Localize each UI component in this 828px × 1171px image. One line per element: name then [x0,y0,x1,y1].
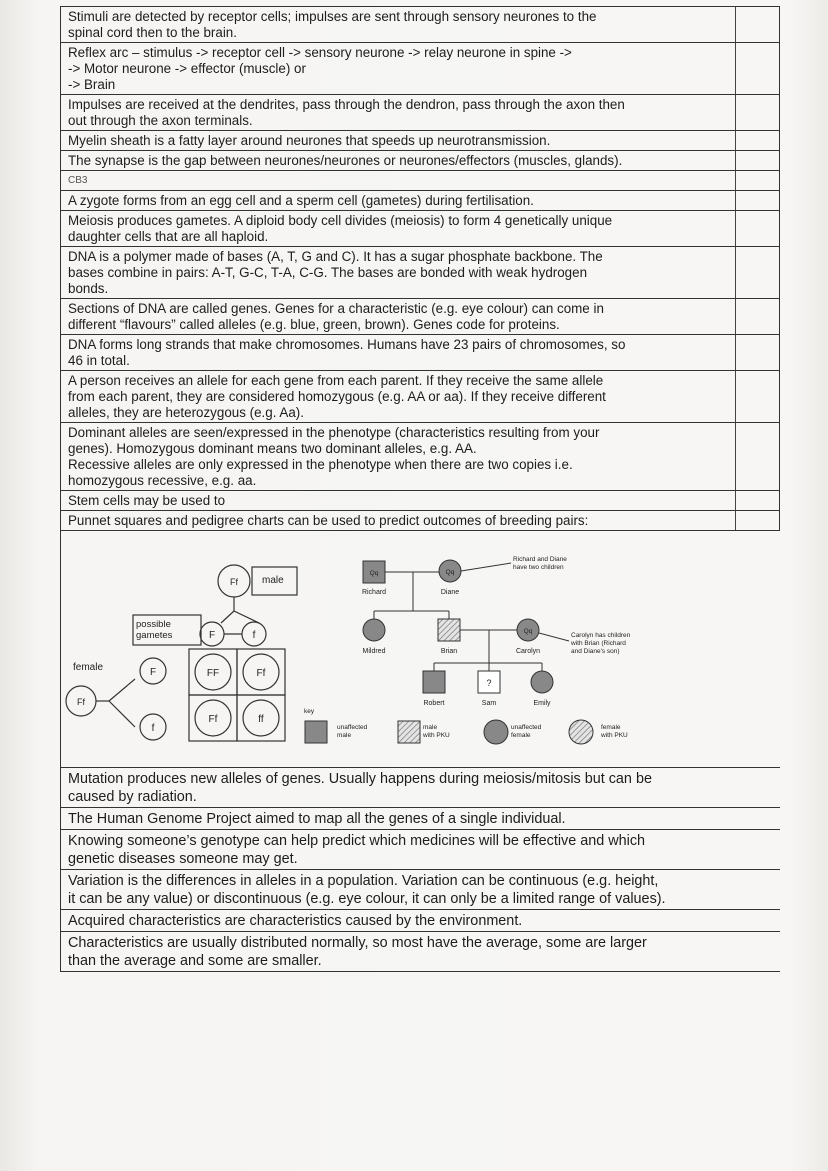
genotype-label: Qq [445,569,455,576]
table-row [60,335,780,371]
check-column [735,95,779,130]
table-row [60,491,780,511]
female-label: female [73,662,104,673]
row-text: The Human Genome Project aimed to map all the genes of a single individual. [68,811,566,827]
section-header-row [60,171,780,191]
male-gamete-label: F [208,630,216,641]
table-row [60,191,780,211]
emily-circle [531,671,553,693]
table-row [60,95,780,131]
revision-table [60,6,780,972]
key-text: female with PKU [601,724,628,739]
key-label: key [304,708,315,715]
check-column [735,131,779,150]
name-label: Diane [440,589,460,596]
row-text: A person receives an allele for each gene from each parent. If they receive the same allele from each parent, they are considered homozygous (e.g. AA or aa). If they receive different alleles, they are heterozygous (e.g. Aa). [68,373,606,420]
note-pointer [461,563,511,571]
table-row [60,247,780,299]
name-label: Sam [481,700,497,707]
row-text: Punnet squares and pedigree charts can be used to predict outcomes of breeding pairs: [68,513,589,528]
table-row [60,211,780,247]
row-text: Impulses are received at the dendrites, pass through the dendron, pass through the axon then out through the axon terminals. [68,97,625,128]
check-column [735,335,779,370]
connector-line [109,679,135,701]
row-text: DNA forms long strands that make chromosomes. Humans have 23 pairs of chromosomes, so 46 in total. [68,337,626,368]
punnett-square [66,565,297,741]
female-genotype: Ff [77,697,85,707]
brian-square [438,619,460,641]
row-text: Meiosis produces gametes. A diploid body cell divides (meiosis) to form 4 genetically unique daughter cells that are all haploid. [68,213,613,244]
row-text: Stimuli are detected by receptor cells; impulses are sent through sensory neurones to the spinal cord then to the brain. [68,9,597,40]
table-row [60,371,780,423]
diagram-row [60,531,780,768]
table-row [60,932,780,972]
table-row [60,131,780,151]
name-label: Richard [361,589,387,596]
name-label: Emily [533,700,551,707]
name-label: Carolyn [515,648,541,655]
row-text: DNA is a polymer made of bases (A, T, G and C). It has a sugar phosphate backbone. The bases combine in pairs: A-T, G-C, T-A, C-G. The bases are bonded with weak hydrogen bonds. [68,249,603,296]
check-column [735,491,779,510]
connector-line [109,701,135,727]
genetics-diagrams [61,531,779,768]
row-text: Reflex arc – stimulus -> receptor cell -> sensory neurone -> relay neurone in spine -> -> Motor neurone -> effector (muscle) or -> Brain [68,45,572,92]
table-row [60,43,780,95]
unknown-phenotype: ? [486,678,492,688]
key-text: male with PKU [423,724,450,739]
male-label: male [262,575,284,586]
key-text: unaffected female [511,724,542,739]
check-column [735,7,779,42]
key-unaffected-male [305,721,327,743]
key-female-pku [569,720,593,744]
row-text: Sections of DNA are called genes. Genes for a characteristic (e.g. eye colour) can come in different “flavours” called alleles (e.g. blue, green, brown). Genes code for proteins. [68,301,604,332]
genotype-label: Qq [523,628,533,635]
row-text: Acquired characteristics are characteristics caused by the environment. [68,913,523,929]
table-row [60,423,780,491]
row-text: Variation is the differences in alleles in a population. Variation can be continuous (e.g. height, it can be any value) or discontinuous (e.g. eye colour, it can only be a limited range of values). [68,873,666,907]
genotype-label: Qq [369,570,379,577]
note-richard-diane: Richard and Diane have two children [513,556,567,571]
table-row [60,808,780,830]
row-text: Characteristics are usually distributed normally, so most have the average, some are larger than the average and some are smaller. [68,935,647,969]
check-column [735,247,779,298]
robert-square [423,671,445,693]
check-column [735,371,779,422]
row-text: Myelin sheath is a fatty layer around neurones that speeds up neurotransmission. [68,133,551,148]
offspring-genotype: Ff [208,714,218,725]
check-column [735,211,779,246]
check-column [735,151,779,170]
key-male-pku [398,721,420,743]
check-column [735,171,779,190]
connector-line [221,611,234,623]
table-row [60,830,780,870]
row-text: Knowing someone’s genotype can help predict which medicines will be effective and which genetic diseases someone may get. [68,833,646,867]
key-unaffected-female [484,720,508,744]
name-label: Robert [423,700,445,707]
male-genotype: Ff [230,577,238,587]
note-pointer [539,633,569,641]
check-column [735,191,779,210]
gametes-label: possible gametes [136,619,173,641]
row-text: A zygote forms from an egg cell and a sperm cell (gametes) during fertilisation. [68,193,534,208]
row-text: The synapse is the gap between neurones/neurones or neurones/effectors (muscles, glands). [68,153,623,168]
table-row [60,511,780,531]
key-text: unaffected male [337,724,368,739]
check-column [735,43,779,94]
table-row [60,768,780,808]
name-label: Brian [440,648,458,655]
check-column [735,511,779,530]
check-column [735,423,779,490]
offspring-genotype: ff [258,714,264,725]
row-text: Stem cells may be used to [68,493,226,508]
row-text: Dominant alleles are seen/expressed in the phenotype (characteristics resulting from your genes). Homozygous dominant means two dominant alleles, e.g. AA. Recessive alleles are only expressed in the phenotype when there are two copies i.e. homozygous recessive, e.g. aa. [68,425,600,488]
table-row [60,7,780,43]
female-gamete-label: f [151,723,155,734]
row-text: Mutation produces new alleles of genes. Usually happens during meiosis/mitosis but can be caused by radiation. [68,771,652,805]
note-carolyn: Carolyn has children with Brian (Richard and Diane's son) [571,632,631,655]
check-column [735,299,779,334]
table-row [60,151,780,171]
table-row [60,870,780,910]
female-gamete-label: F [149,667,157,678]
pedigree-chart [304,556,631,744]
table-row [60,299,780,335]
table-row [60,910,780,932]
offspring-genotype: FF [206,668,220,679]
mildred-circle [363,619,385,641]
male-gamete-label: f [252,630,256,641]
section-code: CB3 [68,175,88,186]
name-label: Mildred [362,648,386,655]
offspring-genotype: Ff [256,668,266,679]
connector-line [234,611,259,623]
